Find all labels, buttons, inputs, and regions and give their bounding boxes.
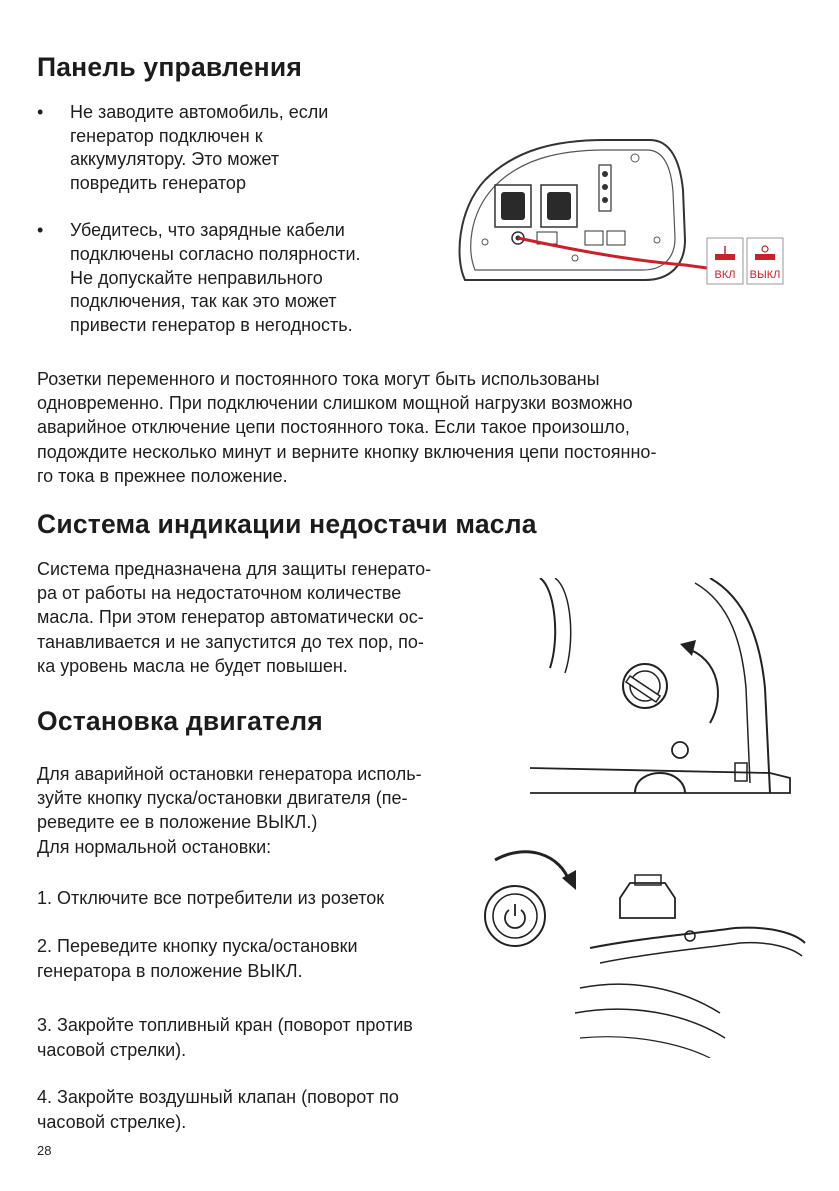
section-title-oil-system: Система индикации недостачи масла: [37, 509, 537, 539]
warning-item-polarity: [37, 219, 457, 337]
step-line: 1. Отключите все потребители из розеток: [37, 888, 385, 908]
warning-item-car: [37, 101, 457, 195]
paragraph-line: Розетки переменного и постоянного тока могут быть использованы: [37, 369, 600, 389]
engine-stop-intro: [37, 762, 507, 859]
step-line: 2. Переведите кнопку пуска/остановки: [37, 936, 358, 956]
control-panel-warnings: [37, 101, 457, 337]
step-4: [37, 1085, 507, 1134]
paragraph-line: Для аварийной остановки генератора исполь-: [37, 764, 422, 784]
section-title-control-panel: Панель управления: [37, 52, 303, 82]
switch-off-label: ВЫКЛ: [749, 269, 781, 281]
warning-line: Убедитесь, что зарядные кабели: [70, 220, 345, 241]
paragraph-line: реведите ее в положение ВЫКЛ.): [37, 812, 318, 833]
step-line: часовой стрелки).: [37, 1039, 187, 1060]
step-line: 3. Закройте топливный кран (поворот против: [37, 1015, 413, 1035]
step-line: генератора в положение ВЫКЛ.: [37, 960, 303, 981]
oil-system-paragraph: [37, 557, 527, 678]
switch-on-label: ВКЛ: [714, 269, 736, 281]
warning-line: генератор подключен к: [70, 125, 263, 146]
paragraph-line: масла. При этом генератор автоматически ос-: [37, 607, 424, 628]
section-title-engine-stop: Остановка двигателя: [37, 706, 323, 736]
warning-line: Не допускайте неправильного: [70, 267, 323, 288]
warning-line: привести генератор в негодность.: [70, 314, 353, 335]
control-panel-paragraph: [37, 367, 807, 488]
step-1: [37, 886, 507, 911]
warning-line: Не заводите автомобиль, если: [70, 102, 329, 122]
bullet-marker: •: [37, 220, 44, 241]
paragraph-line: Для нормальной остановки:: [37, 836, 272, 857]
warning-line: повредить генератор: [70, 172, 246, 193]
warning-line: подключены согласно полярности.: [70, 243, 361, 264]
paragraph-line: го тока в прежнее положение.: [37, 465, 288, 486]
paragraph-line: ра от работы на недостаточном количестве: [37, 583, 402, 604]
paragraph-line: ка уровень масла не будет повышен.: [37, 655, 348, 676]
paragraph-line: одновременно. При подключении слишком мощной нагрузки возможно: [37, 393, 633, 414]
step-2: [37, 934, 507, 983]
step-3: [37, 1013, 507, 1062]
step-line: 4. Закройте воздушный клапан (поворот по: [37, 1087, 399, 1107]
control-panel-illustration: [445, 130, 810, 305]
paragraph-line: подождите несколько минут и верните кнопку включения цепи постоянно-: [37, 441, 657, 462]
page-number: 28: [37, 1143, 52, 1158]
paragraph-line: Система предназначена для защиты генерато-: [37, 559, 432, 579]
bullet-marker: •: [37, 102, 44, 122]
paragraph-line: зуйте кнопку пуска/остановки двигателя (пе-: [37, 788, 408, 809]
warning-line: аккумулятору. Это может: [70, 149, 280, 170]
generator-switch-illustration: [520, 578, 810, 828]
paragraph-line: аварийное отключение цепи постоянного тока. Если такое произошло,: [37, 417, 630, 438]
step-line: часовой стрелке).: [37, 1111, 187, 1132]
warning-line: подключения, так как это может: [70, 291, 337, 312]
paragraph-line: танавливается и не запустится до тех пор, по-: [37, 631, 424, 652]
valve-illustration: [480, 838, 810, 1058]
